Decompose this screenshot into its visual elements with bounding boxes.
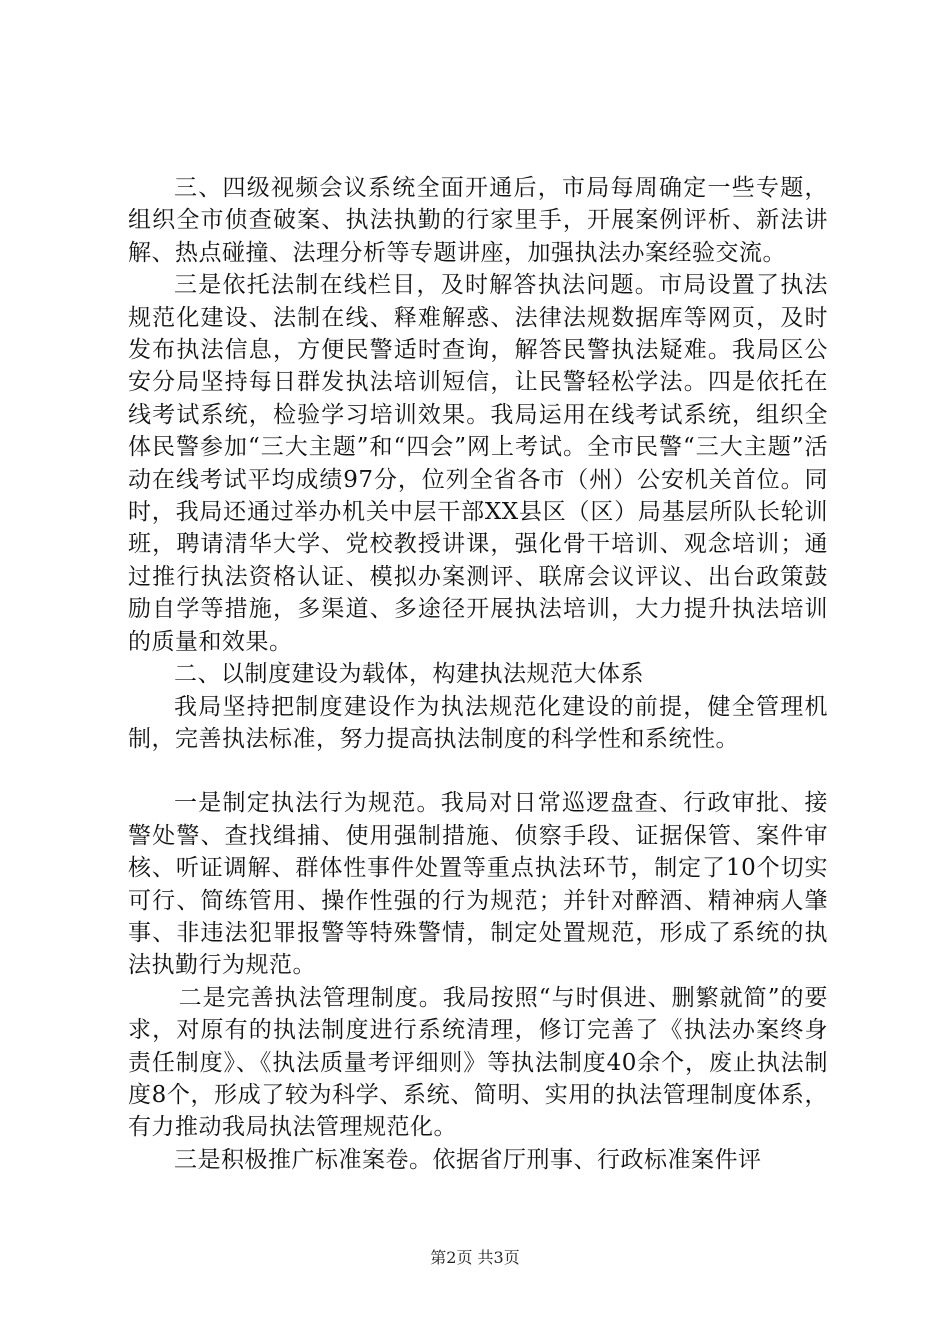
paragraph-behavior-norms: 一是制定执法行为规范。我局对日常巡逻盘查、行政审批、接警处警、查找缉捕、使用强制措施、侦察手段、证据保管、案件审核、听证调解、群体性事件处置等重点执法环节，制定了10个切实可行、简练管用、操作性强的行为规范；并针对醉酒、精神病人肇事、非违法犯罪报警等特殊警情，制定处置规范，形成了系统的执法执勤行为规范。	[128, 790, 828, 979]
document-body	[128, 172, 828, 1176]
paragraph-video-conference: 三、四级视频会议系统全面开通后，市局每周确定一些专题，组织全市侦查破案、执法执勤的行家里手，开展案例评析、新法讲解、热点碰撞、法理分析等专题讲座，加强执法办案经验交流。	[128, 175, 828, 266]
paragraph-standard-files: 三是积极推广标准案卷。依据省厅刑事、行政标准案件评	[174, 1146, 762, 1173]
page-footer	[0, 1245, 950, 1268]
paragraph-legal-online: 三是依托法制在线栏目，及时解答执法问题。市局设置了执法规范化建设、法制在线、释难解惑、法律法规数据库等网页，及时发布执法信息，方便民警适时查询，解答民警执法疑难。我局区公安分局坚持每日群发执法培训短信，让民警轻松学法。四是依托在线考试系统，检验学习培训效果。我局运用在线考试系统，组织全体民警参加“三大主题”和“四会”网上考试。全市民警“三大主题”活动在线考试平均成绩97分，位列全省各市（州）公安机关首位。同时，我局还通过举办机关中层干部XX县区（区）局基层所队长轮训班，聘请清华大学、党校教授讲课，强化骨干培训、观念培训；通过推行执法资格认证、模拟办案测评、联席会议评议、出台政策鼓励自学等措施，多渠道、多途径开展执法培训，大力提升执法培训的质量和效果。	[128, 272, 828, 655]
page-number-label: 第2页 共3页	[430, 1248, 520, 1267]
paragraph-system-intro: 我局坚持把制度建设作为执法规范化建设的前提，健全管理机制，完善执法标准，努力提高执法制度的科学性和系统性。	[128, 693, 828, 752]
paragraph-management-system: 二是完善执法管理制度。我局按照“与时俱进、删繁就简”的要求，对原有的执法制度进行系统清理，修订完善了《执法办案终身责任制度》、《执法质量考评细则》等执法制度40余个，废止执法制度8个，形成了较为科学、系统、简明、实用的执法管理制度体系，有力推动我局执法管理规范化。	[128, 984, 828, 1141]
section-heading-system-building: 二、以制度建设为载体，构建执法规范大体系	[174, 661, 644, 688]
